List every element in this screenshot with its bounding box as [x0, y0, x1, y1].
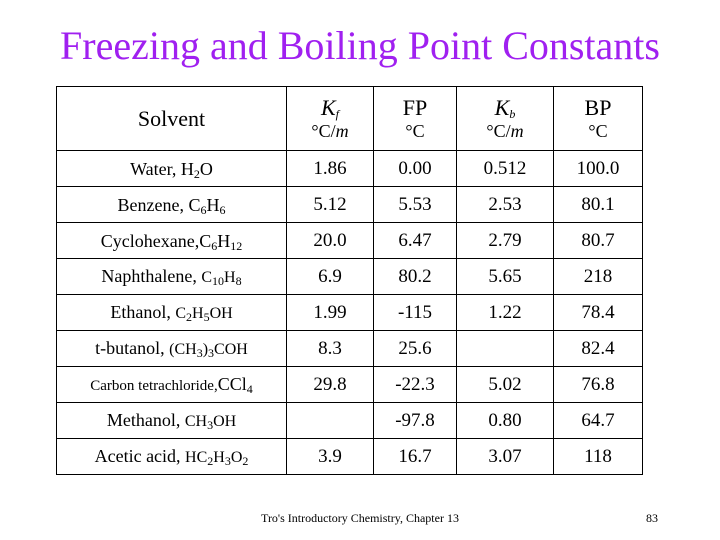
kb-cell: 5.65 — [457, 259, 554, 295]
kf-cell — [287, 403, 374, 439]
kb-cell: 3.07 — [457, 439, 554, 475]
table-row — [57, 295, 643, 331]
bp-cell: 118 — [554, 439, 643, 475]
bp-cell: 80.7 — [554, 223, 643, 259]
slide-title: Freezing and Boiling Point Constants — [60, 23, 660, 68]
table-row — [57, 439, 643, 475]
kf-cell: 20.0 — [287, 223, 374, 259]
fp-cell: 16.7 — [374, 439, 457, 475]
bp-cell: 82.4 — [554, 331, 643, 367]
fp-cell: 6.47 — [374, 223, 457, 259]
footer-source: Tro's Introductory Chemistry, Chapter 13 — [261, 511, 459, 525]
kb-cell: 0.512 — [457, 151, 554, 187]
solvent-cell: Acetic acid, $HC_2H_3O_2$ — [57, 439, 287, 475]
header-kf: $K_f$ °C/m — [287, 87, 374, 151]
kb-cell: 1.22 — [457, 295, 554, 331]
table-row — [57, 259, 643, 295]
solvent-cell: Carbon tetrachloride,CCl$_4$ — [57, 367, 287, 403]
fp-cell: 25.6 — [374, 331, 457, 367]
bp-cell: 218 — [554, 259, 643, 295]
solvent-cell: Methanol, $CH_3OH$ — [57, 403, 287, 439]
table-row — [57, 367, 643, 403]
bp-cell: 80.1 — [554, 187, 643, 223]
table-header — [57, 87, 643, 151]
fp-cell: -97.8 — [374, 403, 457, 439]
table-row — [57, 151, 643, 187]
kf-cell: 3.9 — [287, 439, 374, 475]
solvent-cell: t-butanol, $(CH_3)_3COH$ — [57, 331, 287, 367]
kb-cell: 2.53 — [457, 187, 554, 223]
header-bp: BP °C — [554, 87, 643, 151]
kb-cell: 2.79 — [457, 223, 554, 259]
solvent-cell: Ethanol, $C_2H_5OH$ — [57, 295, 287, 331]
fp-cell: -115 — [374, 295, 457, 331]
table-body — [57, 151, 643, 475]
kb-cell: 0.80 — [457, 403, 554, 439]
kf-cell: 5.12 — [287, 187, 374, 223]
bp-cell: 76.8 — [554, 367, 643, 403]
header-fp: FP °C — [374, 87, 457, 151]
table-row — [57, 403, 643, 439]
bp-cell: 100.0 — [554, 151, 643, 187]
solvent-cell: Naphthalene, $C_{10}H_8$ — [57, 259, 287, 295]
fp-cell: 5.53 — [374, 187, 457, 223]
header-row — [57, 87, 643, 151]
kf-cell: 29.8 — [287, 367, 374, 403]
page-number: 83 — [646, 511, 658, 525]
kf-cell: 1.86 — [287, 151, 374, 187]
solvent-cell: Water, $H_2O$ — [57, 151, 287, 187]
kf-cell: 6.9 — [287, 259, 374, 295]
table-row — [57, 223, 643, 259]
fp-cell: 0.00 — [374, 151, 457, 187]
header-solvent: Solvent — [57, 87, 287, 151]
header-kb: $K_b$ °C/m — [457, 87, 554, 151]
kf-cell: 1.99 — [287, 295, 374, 331]
bp-cell: 78.4 — [554, 295, 643, 331]
solvent-cell: Benzene, $C_6H_6$ — [57, 187, 287, 223]
fp-cell: 80.2 — [374, 259, 457, 295]
kf-cell: 8.3 — [287, 331, 374, 367]
constants-table — [56, 86, 643, 475]
kb-cell: 5.02 — [457, 367, 554, 403]
table-row — [57, 187, 643, 223]
fp-cell: -22.3 — [374, 367, 457, 403]
bp-cell: 64.7 — [554, 403, 643, 439]
kb-cell — [457, 331, 554, 367]
table-row — [57, 331, 643, 367]
solvent-cell: $Cyclohexane,C_6H_{12}$ — [57, 223, 287, 259]
